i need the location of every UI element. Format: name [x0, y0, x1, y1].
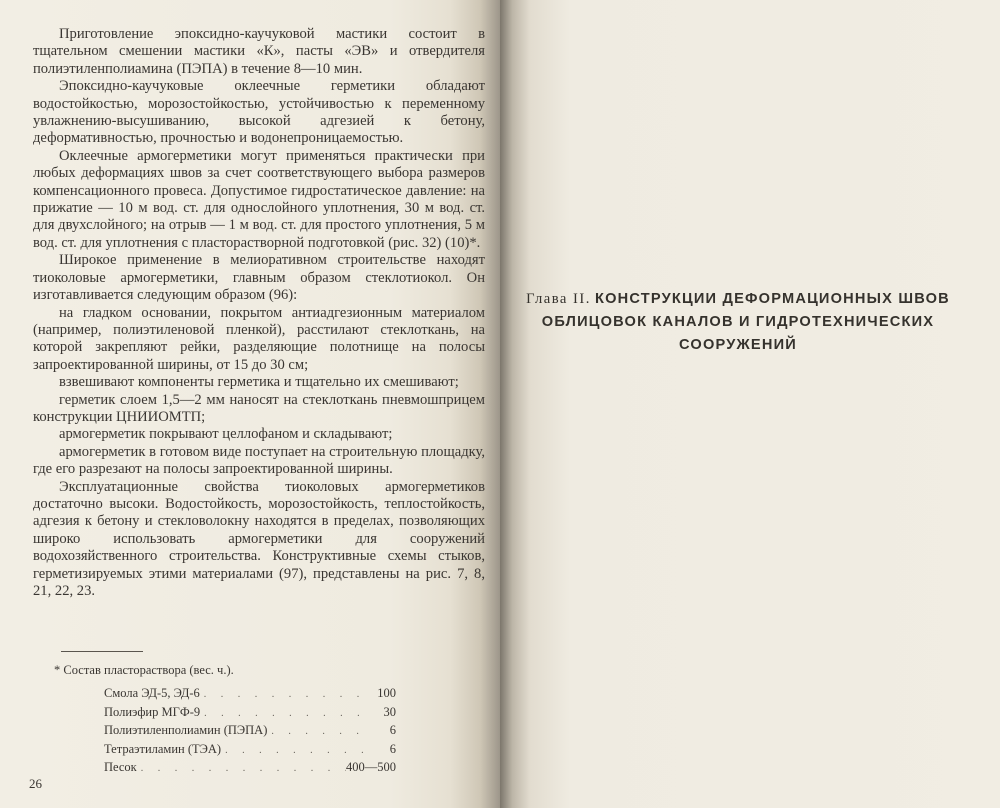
chapter-heading [508, 288, 968, 357]
chapter-title-part-2: ОБЛИЦОВОК КАНАЛОВ И ГИДРОТЕХНИЧЕСКИХ [541, 314, 935, 330]
list-item: армогерметик в готовом виде поступает на строительную площадку, где его разрезают на полосы запроектированной ширины. [33, 443, 485, 478]
recipe-amount: 6 [389, 723, 396, 737]
footnote-recipe-table [104, 684, 396, 777]
list-item: герметик слоем 1,5—2 мм наносят на стеклоткань пневмошприцем конструкции ЦНИИОМТП; [33, 391, 485, 425]
recipe-row [104, 703, 396, 722]
left-page-body [33, 26, 485, 600]
list-item: армогерметик покрывают целлофаном и складывают; [59, 426, 393, 443]
paragraph: Широкое применение в мелиоративном строительстве находят тиоколовые армогерметики, главным образом стеклотиокол. Он изготавливается следующим образом (96): [33, 252, 485, 304]
recipe-amount: 100 [377, 686, 396, 700]
leader-dots [200, 686, 368, 705]
recipe-ingredient: Полиэфир МГФ-9 [104, 704, 201, 719]
right-page [500, 0, 1000, 808]
paragraph: Приготовление эпоксидно-каучуковой мастики состоит в тщательном смешении мастики «К», пасты «ЭВ» и отвердителя полиэтиленполиамина (ПЭПА) в течение 8—10 мин. [33, 26, 485, 77]
recipe-ingredient: Тетраэтиламин (ТЭА) [104, 741, 222, 756]
chapter-heading-line-1 [508, 288, 968, 311]
recipe-amount: 6 [389, 741, 396, 756]
recipe-row [104, 740, 396, 759]
list-item: взвешивают компоненты герметика и тщательно их смешивают; [59, 374, 459, 391]
recipe-amount: 400—500 [346, 760, 396, 774]
recipe-row [104, 684, 396, 703]
chapter-label: Глава II. [526, 291, 591, 307]
page-number: 26 [29, 776, 42, 791]
leader-dots [137, 760, 346, 779]
recipe-row [104, 758, 396, 777]
recipe-ingredient: Смола ЭД-5, ЭД-6 [104, 686, 200, 700]
paragraph: Эксплуатационные свойства тиоколовых армогерметиков достаточно высоки. Водостойкость, морозостойкость, теплостойкость, адгезия к бетону и стекловолокну находятся в пределах, позволяющих широко использовать армогерметики для сооружений водохозяйственного строительства. Конструктивные схемы стыков, герметизируемых этими материалами (97), представлены на рис. 7, 8, 21, 22, 23. [33, 478, 485, 599]
recipe-amount: 30 [383, 704, 396, 719]
chapter-title-part-1: КОНСТРУКЦИИ ДЕФОРМАЦИОННЫХ ШВОВ [594, 291, 950, 307]
footnote-title: * Состав пласторастворa (вес. ч.). [54, 663, 234, 677]
recipe-ingredient: Полиэтиленполиамин (ПЭПА) [104, 723, 268, 737]
paragraph: Оклеечные армогерметики могут применяться практически при любых деформациях швов за счет соответствующего выбора размеров компенсационного провеса. Допустимое гидростатическое давление: на прижатие — 10 м вод. ст. для однослойного уплотнения, 30 м вод. ст. для двухслойного; на отрыв — 1 м вод. ст. для простого уплотнения, 5 м вод. ст. для уплотнения с пласторастворной подготовкой (рис. 32) (10)*. [33, 147, 485, 251]
recipe-ingredient: Песок [104, 760, 137, 774]
leader-dots [267, 723, 368, 742]
chapter-title-part-3: СООРУЖЕНИЙ [679, 337, 797, 353]
recipe-row [104, 721, 396, 740]
footnote-divider [61, 651, 143, 652]
paragraph: Эпоксидно-каучуковые оклеечные герметики обладают водостойкостью, морозостойкостью, устойчивостью к переменному увлажнению-высушиванию, высокой адгезией к бетону, деформативностью, прочностью и водонепроницаемостью. [33, 78, 485, 147]
list-item: на гладком основании, покрытом антиадгезионным материалом (например, полиэтиленовой пленкой), расстилают стеклоткань, на которой закрепляют рейки, разделяющие полотнище на полосы запроектированной ширины, от 15 до 30 см; [33, 304, 485, 373]
